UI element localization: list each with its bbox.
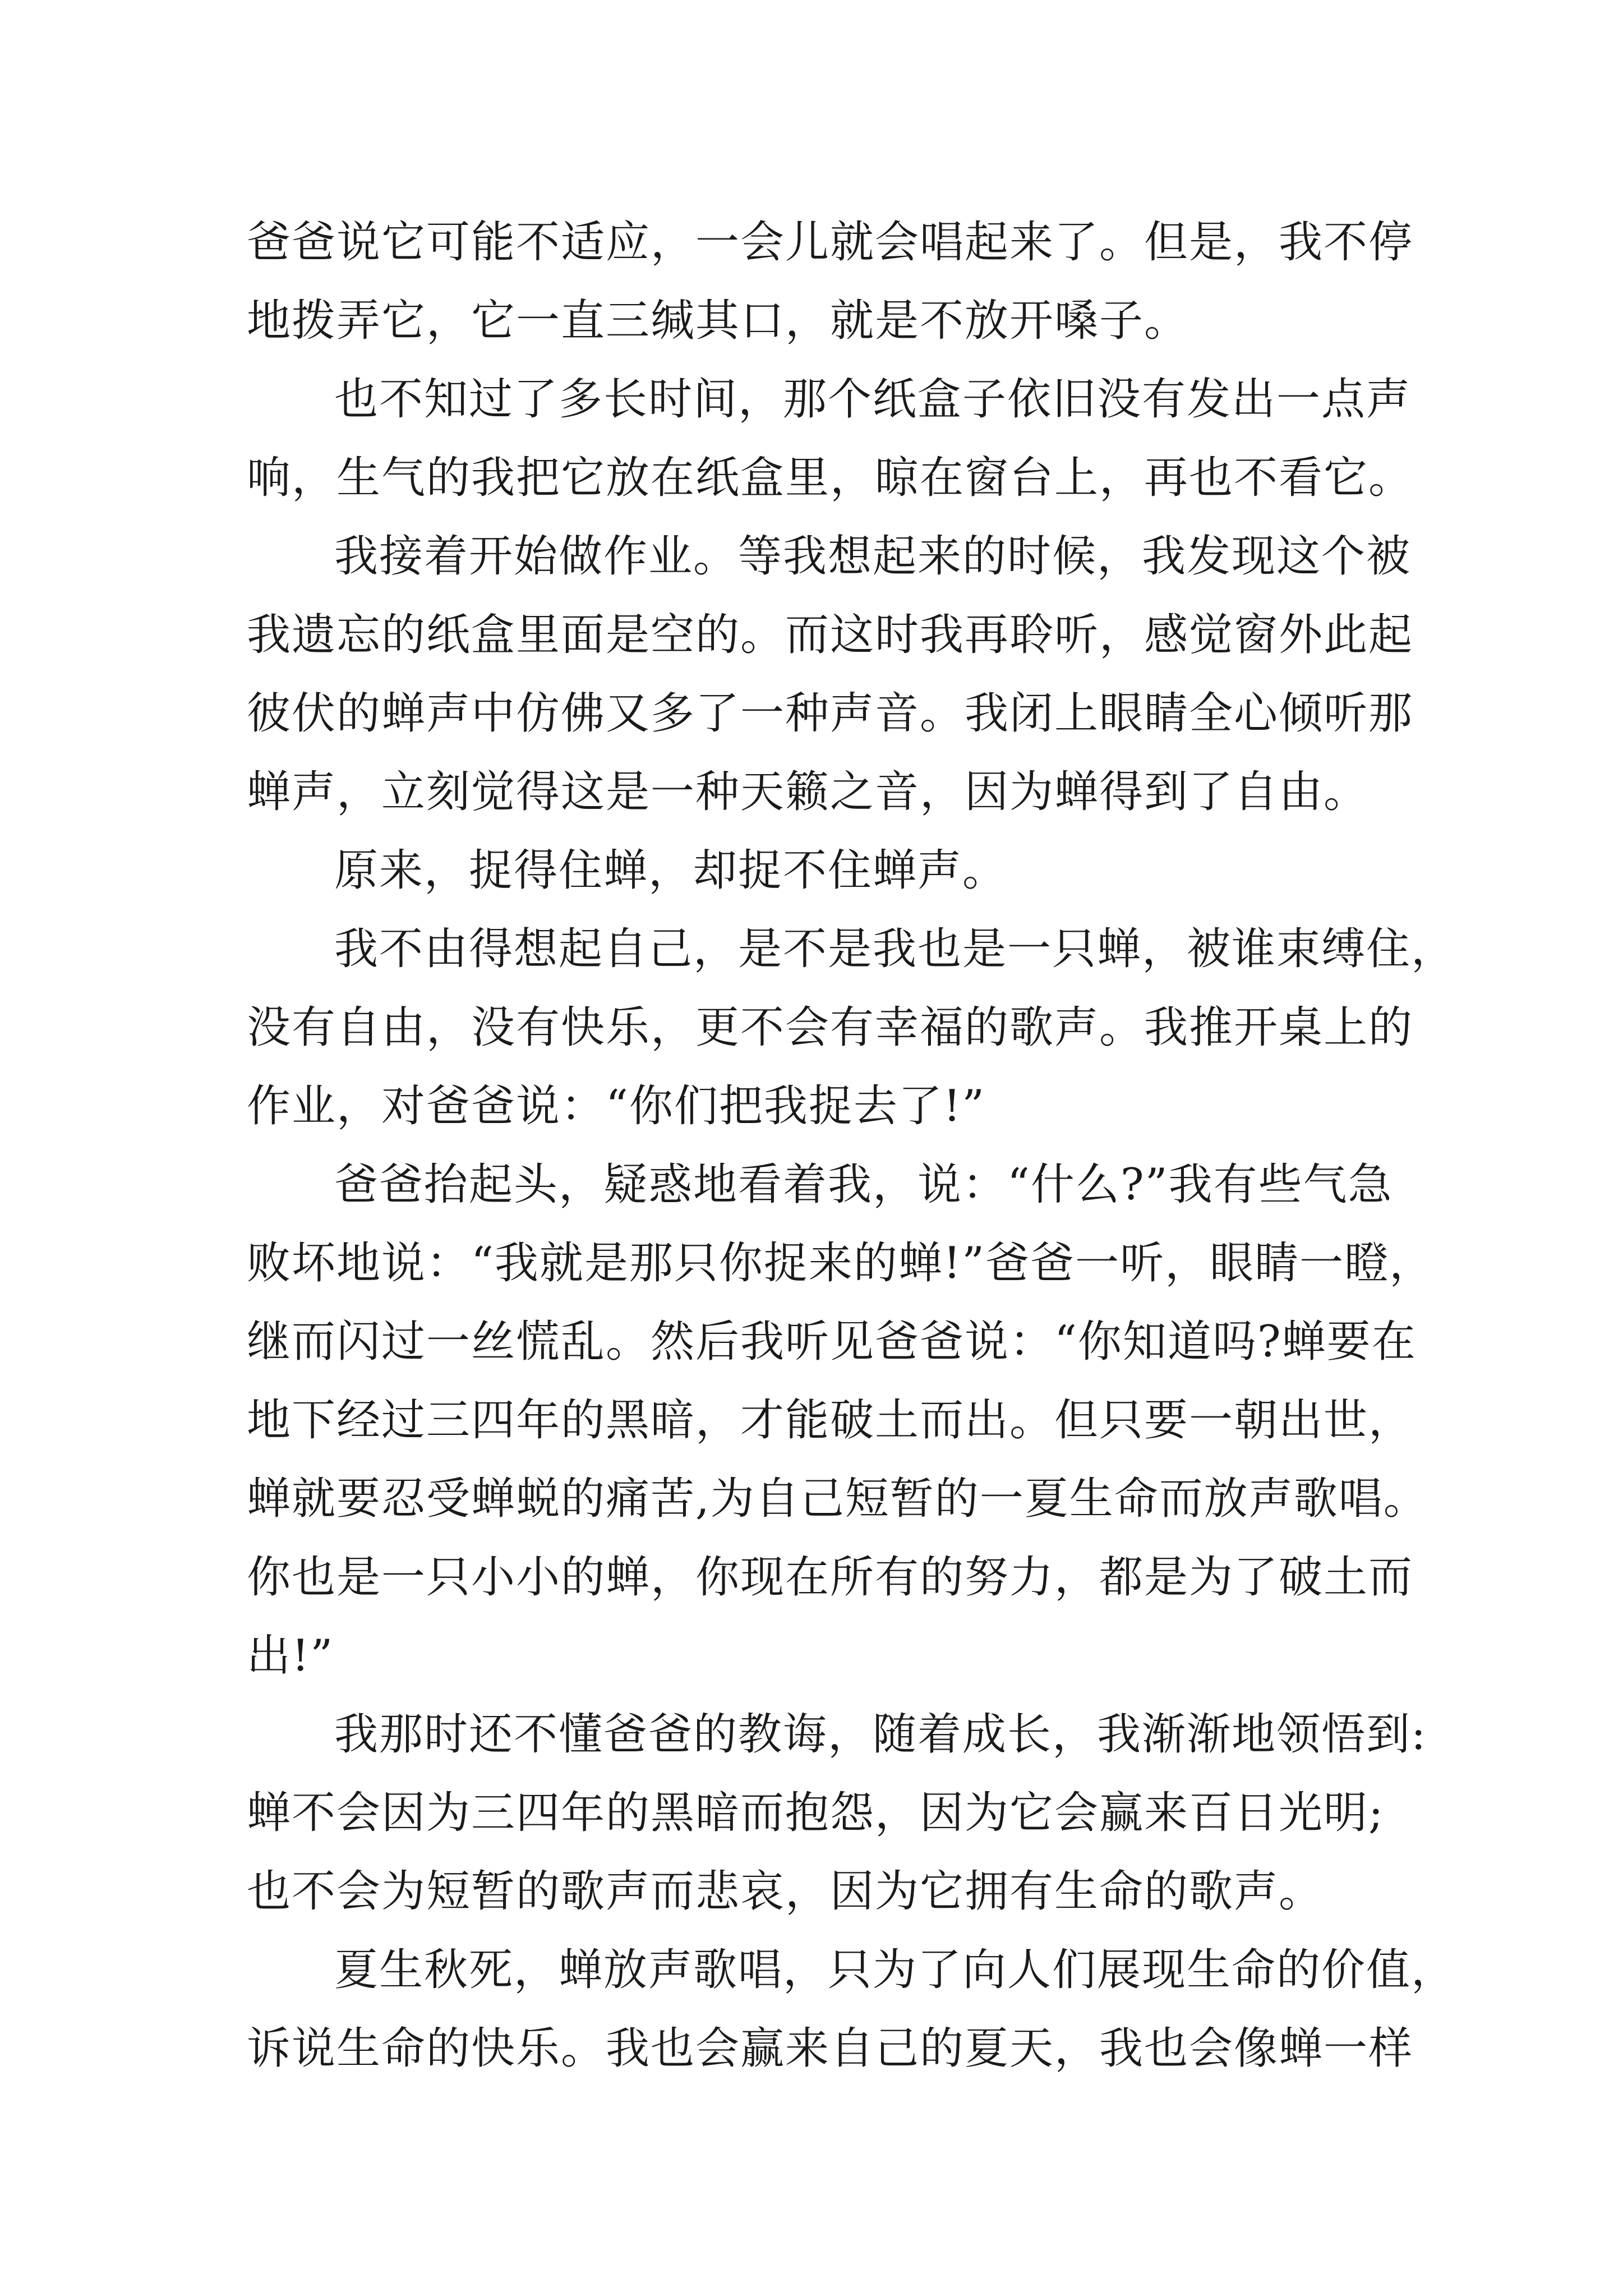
text-line: 原来，捉得住蝉，却捉不住蝉声。	[334, 845, 1008, 896]
text-line: 你也是一只小小的蝉，你现在所有的努力，都是为了破土而	[247, 1552, 1414, 1603]
text-line: 地下经过三四年的黑暗，才能破土而出。但只要一朝出世，	[247, 1395, 1414, 1446]
text-line: 诉说生命的快乐。我也会赢来自己的夏天，我也会像蝉一样	[247, 2023, 1414, 2074]
text-line: 爸爸说它可能不适应，一会儿就会唱起来了。但是，我不停	[247, 217, 1414, 268]
text-line: 彼伏的蝉声中仿佛又多了一种声音。我闭上眼睛全心倾听那	[247, 688, 1414, 739]
text-line: 蝉不会因为三四年的黑暗而抱怨，因为它会赢来百日光明;	[247, 1788, 1385, 1838]
text-line: 爸爸抬起头，疑惑地看着我，说：“什么?”我有些气急	[334, 1159, 1393, 1210]
text-line: 作业，对爸爸说：“你们把我捉去了!”	[247, 1081, 986, 1131]
text-line: 蝉就要忍受蝉蜕的痛苦,为自己短暂的一夏生命而放声歌唱。	[247, 1474, 1428, 1524]
text-line: 响，生气的我把它放在纸盒里，晾在窗台上，再也不看它。	[247, 453, 1414, 503]
text-line: 地拨弄它，它一直三缄其口，就是不放开嗓子。	[247, 296, 1189, 346]
text-line: 也不会为短暂的歌声而悲哀，因为它拥有生命的歌声。	[247, 1866, 1324, 1917]
text-line: 蝉声，立刻觉得这是一种天籁之音，因为蝉得到了自由。	[247, 767, 1369, 817]
body-text	[247, 203, 1456, 2088]
text-line: 夏生秋死，蝉放声歌唱，只为了向人们展现生命的价值，	[334, 1945, 1456, 1995]
text-line: 也不知过了多长时间，那个纸盒子依旧没有发出一点声	[334, 374, 1412, 425]
text-line: 我遗忘的纸盒里面是空的。而这时我再聆听，感觉窗外此起	[247, 610, 1414, 660]
text-line: 败坏地说：“我就是那只你捉来的蝉!”爸爸一听，眼睛一瞪，	[247, 1238, 1435, 1289]
text-line: 出!”	[247, 1631, 334, 1681]
text-line: 没有自由，没有快乐，更不会有幸福的歌声。我推开桌上的	[247, 1002, 1414, 1053]
text-line: 我接着开始做作业。等我想起来的时候，我发现这个被	[334, 531, 1412, 582]
text-line: 我不由得想起自己，是不是我也是一只蝉，被谁束缚住，	[334, 924, 1456, 974]
text-line: 我那时还不懂爸爸的教诲，随着成长，我渐渐地领悟到:	[334, 1709, 1427, 1760]
text-line: 继而闪过一丝慌乱。然后我听见爸爸说：“你知道吗?蝉要在	[247, 1317, 1417, 1367]
